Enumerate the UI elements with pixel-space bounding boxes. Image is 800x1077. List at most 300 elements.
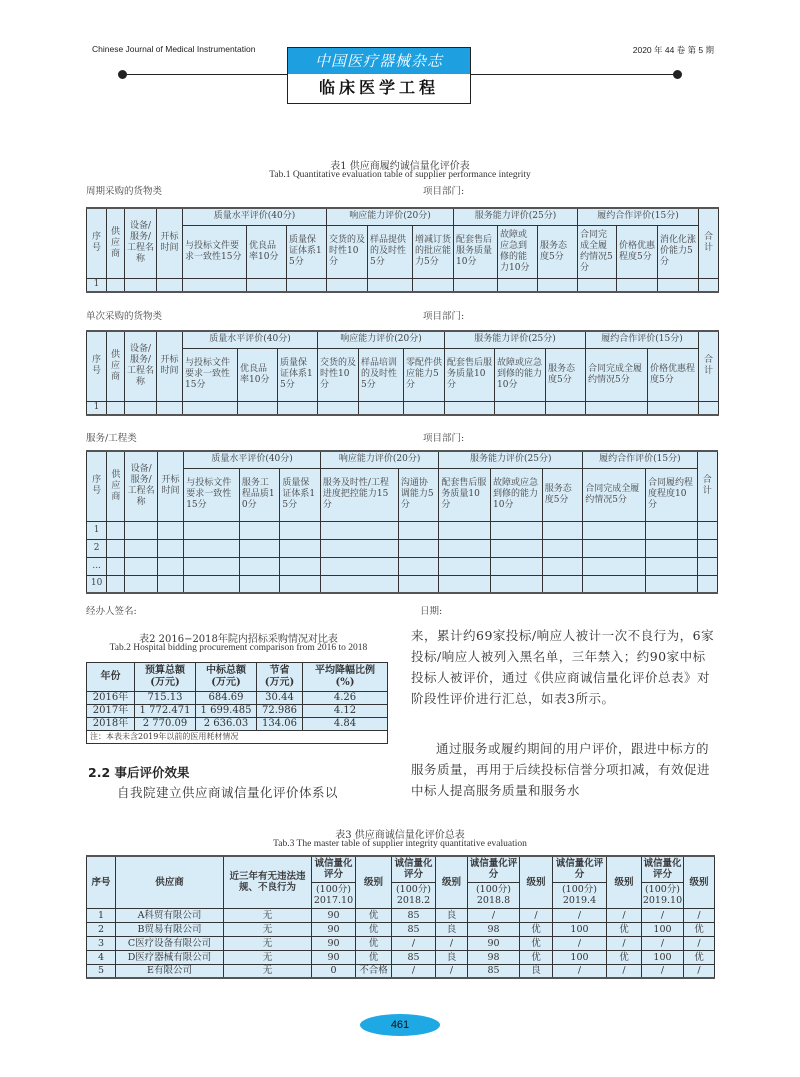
empty-cell[interactable] [327, 278, 368, 292]
cell: / [642, 964, 684, 978]
table-row [87, 521, 718, 539]
empty-cell[interactable] [107, 539, 125, 557]
cell: / [684, 908, 715, 922]
criterion-header: 故障或应急到修的能力10分 [498, 225, 538, 278]
table2-caption-cn: 表2 2016−2018年院内招标采购情况对比表 [139, 634, 338, 645]
cell: 90 [468, 936, 520, 950]
criterion-header: 配套售后服务质量10分 [439, 468, 491, 521]
empty-cell[interactable] [542, 521, 583, 539]
criterion-header: 与投标文件要求一致性15分 [183, 348, 238, 401]
criterion-header: 服务工程品质10分 [239, 468, 280, 521]
empty-cell[interactable] [239, 575, 280, 593]
empty-cell[interactable] [184, 539, 240, 557]
cell: / [607, 936, 642, 950]
cell: / [607, 908, 642, 922]
cell: 2016年 [87, 692, 135, 705]
criterion-header: 服务态度5分 [546, 348, 586, 401]
empty-cell[interactable] [238, 401, 278, 415]
empty-cell[interactable] [320, 575, 398, 593]
full-score-label: (100分) [561, 884, 598, 895]
table2-header: 节省 (万元) [257, 663, 303, 692]
cell: 1 [87, 908, 116, 922]
section-heading: 2.2 事后评价效果 [88, 765, 190, 780]
cell: / [607, 964, 642, 978]
empty-cell[interactable] [157, 557, 183, 575]
criterion-header: 合同完成全履约情况5分 [583, 468, 646, 521]
header-score: 诚信量化评分 [312, 856, 356, 882]
cell: 90 [312, 950, 356, 964]
empty-cell[interactable] [439, 521, 491, 539]
cell: 2017年 [87, 705, 135, 718]
cell: / [520, 908, 553, 922]
criterion-header: 价格优惠程度5分 [617, 225, 658, 278]
table-row [87, 718, 388, 731]
row-seq: 1 [87, 401, 107, 415]
cell: 优 [607, 922, 642, 936]
cell: 无 [224, 950, 312, 964]
table3-caption-en: Tab.3 The master table of supplier integrity quantitative evaluation [273, 839, 527, 849]
group-header: 服务能力评价(25分) [439, 451, 583, 468]
empty-cell[interactable] [125, 539, 157, 557]
header-seq: 序号 [87, 331, 107, 401]
cell: 90 [312, 936, 356, 950]
header-violation: 近三年有无违法违规、不良行为 [224, 856, 312, 908]
cell: / [684, 936, 715, 950]
empty-cell[interactable] [491, 539, 543, 557]
section1-dept-label: 项目部门: [423, 186, 465, 197]
empty-cell[interactable] [398, 575, 439, 593]
empty-cell[interactable] [697, 557, 717, 575]
header-bid-time: 开标时间 [157, 208, 183, 278]
cell: 良 [436, 950, 468, 964]
cell: 85 [392, 950, 436, 964]
header-level: 级别 [356, 856, 392, 908]
empty-cell[interactable] [439, 557, 491, 575]
header-level: 级别 [684, 856, 715, 908]
header-total: 合计 [697, 451, 717, 521]
cell: 85 [392, 922, 436, 936]
logo-title: 中国医疗器械杂志 [288, 48, 470, 74]
empty-cell[interactable] [645, 521, 697, 539]
cell: 良 [520, 964, 553, 978]
empty-cell[interactable] [183, 401, 238, 415]
header-level: 级别 [436, 856, 468, 908]
cell: 4.84 [303, 718, 388, 731]
empty-cell[interactable] [583, 521, 646, 539]
header-item: 设备/服务/工程名称 [125, 451, 157, 521]
empty-cell[interactable] [107, 575, 125, 593]
table-row [87, 964, 715, 978]
journal-logo [287, 47, 471, 104]
cell: 无 [224, 936, 312, 950]
empty-cell[interactable] [157, 401, 183, 415]
cell: 5 [87, 964, 116, 978]
cell: 98 [468, 922, 520, 936]
group-header: 响应能力评价(20分) [320, 451, 439, 468]
cell: / [392, 964, 436, 978]
criterion-header: 质量保证体系15分 [280, 468, 321, 521]
group-header: 履约合作评价(15分) [578, 208, 699, 225]
table-row [87, 908, 715, 922]
empty-cell[interactable] [645, 575, 697, 593]
header-score: 诚信量化评分 [392, 856, 436, 882]
cell: 134.06 [257, 718, 303, 731]
cell: 1 699.485 [196, 705, 257, 718]
group-header: 履约合作评价(15分) [583, 451, 697, 468]
cell: 良 [436, 908, 468, 922]
table-row [87, 950, 715, 964]
group-header: 服务能力评价(25分) [445, 331, 586, 348]
table1-section3 [86, 450, 718, 594]
table2-header: 预算总额 (万元) [135, 663, 196, 692]
criterion-header: 合同完成全履约情况5分 [578, 225, 617, 278]
cell: 优 [356, 950, 392, 964]
header-score: 诚信量化评分 [642, 856, 684, 882]
cell: 优 [520, 922, 553, 936]
empty-cell[interactable] [107, 521, 125, 539]
cell: 无 [224, 964, 312, 978]
full-score-label: (100分) [315, 884, 352, 895]
table-row [87, 922, 715, 936]
empty-cell[interactable] [645, 557, 697, 575]
criterion-header: 服务及时性/工程进度把控能力15分 [320, 468, 398, 521]
empty-cell[interactable] [125, 401, 157, 415]
empty-cell[interactable] [318, 401, 359, 415]
table2-header: 平均降幅比例 (%) [303, 663, 388, 692]
empty-cell[interactable] [320, 539, 398, 557]
cell: 优 [684, 950, 715, 964]
cell: 4.12 [303, 705, 388, 718]
header-period [392, 882, 436, 908]
header-bid-time: 开标时间 [157, 331, 183, 401]
empty-cell[interactable] [125, 575, 157, 593]
empty-cell[interactable] [699, 401, 719, 415]
cell: 优 [684, 922, 715, 936]
table-row [87, 692, 388, 705]
empty-cell[interactable] [697, 539, 717, 557]
cell: C医疗设备有限公司 [116, 936, 224, 950]
header-bid-time: 开标时间 [157, 451, 183, 521]
header-supplier: 供应商 [107, 331, 125, 401]
empty-cell[interactable] [546, 401, 586, 415]
cell: 100 [642, 950, 684, 964]
header-total: 合计 [699, 208, 719, 278]
section1-title: 周期采购的货物类 [86, 186, 163, 197]
cell: / [684, 964, 715, 978]
cell: 2 636.03 [196, 718, 257, 731]
empty-cell[interactable] [359, 401, 404, 415]
cell: 优 [356, 922, 392, 936]
group-header: 质量水平评价(40分) [183, 208, 327, 225]
criterion-header: 质量保证体系15分 [278, 348, 318, 401]
cell: 100 [642, 922, 684, 936]
criterion-header: 沟通协调能力5分 [398, 468, 439, 521]
empty-cell[interactable] [320, 557, 398, 575]
empty-cell[interactable] [648, 401, 699, 415]
period-label: 2019.4 [562, 895, 597, 906]
empty-cell[interactable] [645, 539, 697, 557]
header-seq: 序号 [87, 208, 107, 278]
paragraph-right-1: 来，累计约69家投标/响应人被计一次不良行为，6家投标/响应人被列入黑名单，三年禁入；约90家中标投标人被评价，通过《供应商诚信量化评价总表》对阶段性评价进行汇总，如表3所示。 [411, 628, 715, 706]
empty-cell[interactable] [697, 575, 717, 593]
criterion-header: 与投标文件要求一致性15分 [183, 225, 247, 278]
criterion-header: 服务态度5分 [542, 468, 583, 521]
cell: 100 [553, 922, 607, 936]
header-score: 诚信量化评分 [553, 856, 607, 882]
empty-cell[interactable] [239, 539, 280, 557]
cell: 无 [224, 908, 312, 922]
cell: / [436, 936, 468, 950]
table1-section1 [86, 207, 719, 293]
empty-cell[interactable] [125, 278, 157, 292]
empty-cell[interactable] [617, 278, 658, 292]
cell: 优 [520, 950, 553, 964]
criterion-header: 零配件供应能力5分 [404, 348, 445, 401]
empty-cell[interactable] [239, 521, 280, 539]
signature-label: 经办人签名: [86, 606, 137, 617]
cell: 无 [224, 922, 312, 936]
empty-cell[interactable] [125, 557, 157, 575]
empty-cell[interactable] [184, 575, 240, 593]
empty-cell[interactable] [538, 278, 578, 292]
empty-cell[interactable] [491, 521, 543, 539]
cell: 4.26 [303, 692, 388, 705]
empty-cell[interactable] [454, 278, 498, 292]
empty-cell[interactable] [368, 278, 413, 292]
empty-cell[interactable] [125, 521, 157, 539]
empty-cell[interactable] [404, 401, 445, 415]
criterion-header: 合同履约程度程度10分 [645, 468, 697, 521]
empty-cell[interactable] [107, 557, 125, 575]
empty-cell[interactable] [491, 557, 543, 575]
cell: / [642, 908, 684, 922]
criterion-header: 配套售后服务质量10分 [445, 348, 495, 401]
empty-cell[interactable] [183, 278, 247, 292]
empty-cell[interactable] [542, 557, 583, 575]
table1-caption-cn: 表1 供应商履约诚信量化评价表 [330, 161, 470, 172]
section3-title: 服务/工程类 [86, 433, 137, 444]
period-label: 2018.8 [476, 895, 511, 906]
header-supplier: 供应商 [107, 208, 125, 278]
table2 [86, 662, 388, 744]
empty-cell[interactable] [491, 575, 543, 593]
empty-cell[interactable] [498, 278, 538, 292]
empty-cell[interactable] [320, 521, 398, 539]
group-header: 响应能力评价(20分) [318, 331, 445, 348]
empty-cell[interactable] [157, 278, 183, 292]
criterion-header: 交货的及时性10分 [327, 225, 368, 278]
row-seq: 10 [87, 575, 107, 593]
table1-caption-en: Tab.1 Quantitative evaluation table of supplier performance integrity [269, 170, 531, 180]
header-level: 级别 [520, 856, 553, 908]
header-period [312, 882, 356, 908]
criterion-header: 增减订货的批应能力5分 [413, 225, 454, 278]
empty-cell[interactable] [697, 521, 717, 539]
cell: 3 [87, 936, 116, 950]
empty-cell[interactable] [247, 278, 287, 292]
cell: 98 [468, 950, 520, 964]
cell: 2 [87, 922, 116, 936]
empty-cell[interactable] [280, 539, 321, 557]
empty-cell[interactable] [280, 575, 321, 593]
criterion-header: 配套售后服务质量10分 [454, 225, 498, 278]
empty-cell[interactable] [239, 557, 280, 575]
header-supplier: 供应商 [116, 856, 224, 908]
cell: 优 [356, 908, 392, 922]
cell: / [392, 936, 436, 950]
cell: / [468, 908, 520, 922]
empty-cell[interactable] [439, 539, 491, 557]
cell: E有限公司 [116, 964, 224, 978]
empty-cell[interactable] [157, 539, 183, 557]
empty-cell[interactable] [439, 575, 491, 593]
group-header: 服务能力评价(25分) [454, 208, 578, 225]
empty-cell[interactable] [398, 521, 439, 539]
table-row [87, 557, 718, 575]
header-period [642, 882, 684, 908]
criterion-header: 质量保证体系15分 [287, 225, 327, 278]
cell: 85 [468, 964, 520, 978]
empty-cell[interactable] [184, 521, 240, 539]
issue-info: 2020 年 44 卷 第 5 期 [632, 45, 714, 55]
row-seq: 2 [87, 539, 107, 557]
cell: / [553, 908, 607, 922]
cell: 0 [312, 964, 356, 978]
cell: 良 [436, 922, 468, 936]
header-seq: 序号 [87, 856, 116, 908]
header-score: 诚信量化评分 [468, 856, 520, 882]
empty-cell[interactable] [578, 278, 617, 292]
date-label: 日期: [420, 606, 443, 617]
group-header: 质量水平评价(40分) [183, 331, 318, 348]
empty-cell[interactable] [495, 401, 546, 415]
table1-section2 [86, 330, 719, 416]
criterion-header: 故障或应急到修的能力10分 [495, 348, 546, 401]
cell: A科贸有限公司 [116, 908, 224, 922]
header-dot-left [118, 70, 127, 79]
empty-cell[interactable] [586, 401, 648, 415]
page-number: 461 [360, 1014, 440, 1036]
full-score-label: (100分) [644, 884, 681, 895]
cell: D医疗器械有限公司 [116, 950, 224, 964]
cell: 2018年 [87, 718, 135, 731]
header-supplier: 供应商 [107, 451, 125, 521]
empty-cell[interactable] [107, 278, 125, 292]
table3 [86, 855, 715, 979]
empty-cell[interactable] [280, 557, 321, 575]
cell: B贸易有限公司 [116, 922, 224, 936]
criterion-header: 服务态度5分 [538, 225, 578, 278]
cell: / [642, 936, 684, 950]
empty-cell[interactable] [280, 521, 321, 539]
journal-name-en: Chinese Journal of Medical Instrumentation [92, 44, 256, 54]
paragraph-right-2: 通过服务或履约期间的用户评价，跟进中标方的服务质量，再用于后续投标信誉分项扣减，有效促进中标人提高服务质量和服务水 [411, 741, 711, 798]
cell: / [553, 936, 607, 950]
header-seq: 序号 [87, 451, 107, 521]
row-seq: 1 [87, 278, 107, 292]
empty-cell[interactable] [398, 539, 439, 557]
cell: 30.44 [257, 692, 303, 705]
empty-cell[interactable] [699, 278, 719, 292]
table2-header: 年份 [87, 663, 135, 692]
empty-cell[interactable] [583, 575, 646, 593]
section2-title: 单次采购的货物类 [86, 311, 163, 322]
cell: 1 772.471 [135, 705, 196, 718]
row-seq: 1 [87, 521, 107, 539]
table-row [87, 936, 715, 950]
table3-caption-cn: 表3 供应商诚信量化评价总表 [335, 830, 465, 841]
criterion-header: 故障或应急到修的能力10分 [491, 468, 543, 521]
cell: / [553, 964, 607, 978]
empty-cell[interactable] [413, 278, 454, 292]
criterion-header: 优良品率10分 [238, 348, 278, 401]
header-item: 设备/服务/工程名称 [125, 208, 157, 278]
empty-cell[interactable] [184, 557, 240, 575]
cell: 684.69 [196, 692, 257, 705]
criterion-header: 样品培训的及时性5分 [359, 348, 404, 401]
group-header: 质量水平评价(40分) [184, 451, 321, 468]
criterion-header: 与投标文件要求一致性15分 [184, 468, 240, 521]
full-score-label: (100分) [395, 884, 432, 895]
criterion-header: 交货的及时性10分 [318, 348, 359, 401]
header-period [553, 882, 607, 908]
period-label: 2018.2 [396, 895, 431, 906]
cell: 72.986 [257, 705, 303, 718]
criterion-header: 消化化涨价能力5分 [658, 225, 699, 278]
header-item: 设备/服务/工程名称 [125, 331, 157, 401]
table-row [87, 705, 388, 718]
table-row [87, 278, 719, 292]
table3-body [87, 908, 715, 978]
header-dot-right [673, 70, 682, 79]
table2-caption-en: Tab.2 Hospital bidding procurement comparison from 2016 to 2018 [109, 643, 368, 653]
table-row [87, 539, 718, 557]
empty-cell[interactable] [287, 278, 327, 292]
empty-cell[interactable] [542, 539, 583, 557]
table-row [87, 401, 719, 415]
table-row [87, 575, 718, 593]
criterion-header: 样品提供的及时性5分 [368, 225, 413, 278]
empty-cell[interactable] [157, 575, 183, 593]
criterion-header: 价格优惠程度5分 [648, 348, 699, 401]
empty-cell[interactable] [542, 575, 583, 593]
table2-header: 中标总额 (万元) [196, 663, 257, 692]
cell: 不合格 [356, 964, 392, 978]
empty-cell[interactable] [445, 401, 495, 415]
cell: 90 [312, 908, 356, 922]
logo-subtitle: 临床医学工程 [318, 78, 439, 97]
header-total: 合计 [699, 331, 719, 401]
cell: 90 [312, 922, 356, 936]
section3-dept-label: 项目部门: [423, 433, 465, 444]
row-seq: ... [87, 557, 107, 575]
cell: 优 [356, 936, 392, 950]
period-label: 2019.10 [642, 895, 683, 906]
header-period [468, 882, 520, 908]
empty-cell[interactable] [157, 521, 183, 539]
paragraph-left: 自我院建立供应商诚信量化评价体系以 [117, 785, 339, 800]
header-level: 级别 [607, 856, 642, 908]
cell: 4 [87, 950, 116, 964]
cell: 715.13 [135, 692, 196, 705]
empty-cell[interactable] [583, 557, 646, 575]
empty-cell[interactable] [583, 539, 646, 557]
empty-cell[interactable] [107, 401, 125, 415]
empty-cell[interactable] [398, 557, 439, 575]
empty-cell[interactable] [278, 401, 318, 415]
empty-cell[interactable] [658, 278, 699, 292]
group-header: 响应能力评价(20分) [327, 208, 454, 225]
